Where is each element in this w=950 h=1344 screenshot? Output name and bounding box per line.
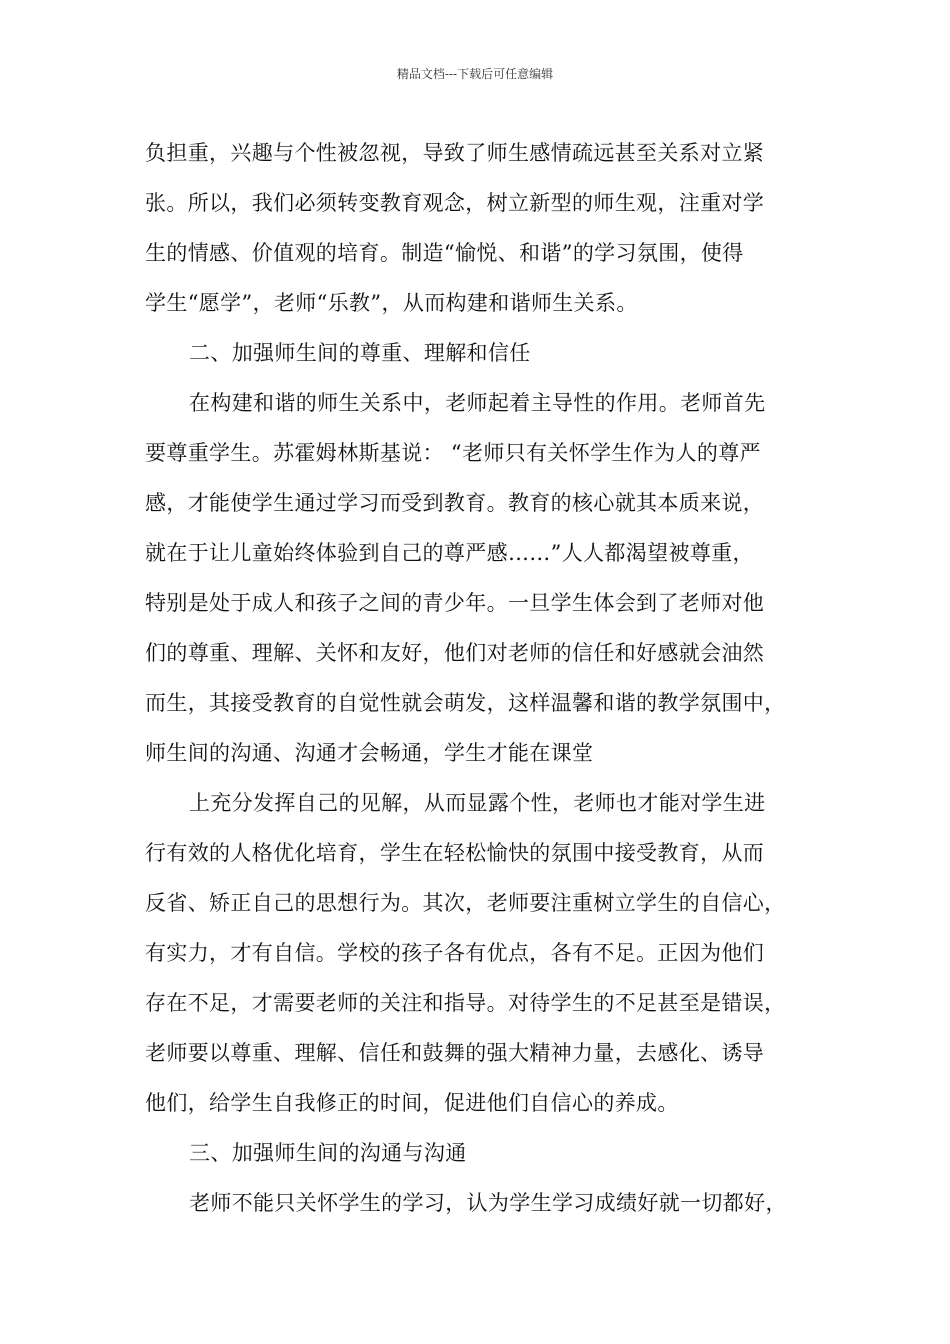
text-line: 生的情感、价值观的培育。制造“愉悦、和谐”的学习氛围，使得 bbox=[145, 241, 744, 265]
document-body bbox=[145, 128, 825, 1228]
text-line: 上充分发挥自己的见解，从而显露个性，老师也才能对学生进 bbox=[189, 791, 766, 815]
section-heading: 三、加强师生间的沟通与沟通 bbox=[189, 1141, 467, 1165]
text-line: 负担重，兴趣与个性被忽视，导致了师生感情疏远甚至关系对立紧 bbox=[145, 141, 765, 165]
text-line: 特别是处于成人和孩子之间的青少年。一旦学生体会到了老师对他 bbox=[145, 591, 765, 615]
page-header: 精品文档---下载后可任意编辑 bbox=[396, 67, 554, 81]
text-line: 感，才能使学生通过学习而受到教育。教育的核心就其本质来说， bbox=[145, 491, 765, 515]
text-line: 师生间的沟通、沟通才会畅通，学生才能在课堂 bbox=[145, 741, 594, 765]
section-heading: 二、加强师生间的尊重、理解和信任 bbox=[189, 341, 531, 365]
text-line: 在构建和谐的师生关系中，老师起着主导性的作用。老师首先 bbox=[189, 391, 766, 415]
text-line: 要尊重学生。苏霍姆林斯基说： “老师只有关怀学生作为人的尊严 bbox=[145, 441, 761, 465]
text-line: 张。所以，我们必须转变教育观念，树立新型的师生观，注重对学 bbox=[145, 191, 765, 215]
text-line: 反省、矫正自己的思想行为。其次，老师要注重树立学生的自信心， bbox=[145, 891, 786, 915]
text-line: 学生“愿学”，老师“乐教”，从而构建和谐师生关系。 bbox=[145, 291, 638, 315]
text-line: 们的尊重、理解、关怀和友好，他们对老师的信任和好感就会油然 bbox=[145, 641, 765, 665]
text-line: 有实力，才有自信。学校的孩子各有优点，各有不足。正因为他们 bbox=[145, 941, 765, 965]
text-line: 他们，给学生自我修正的时间，促进他们自信心的养成。 bbox=[145, 1091, 679, 1115]
text-line: 行有效的人格优化培育，学生在轻松愉快的氛围中接受教育，从而 bbox=[145, 841, 765, 865]
text-line: 存在不足，才需要老师的关注和指导。对待学生的不足甚至是错误， bbox=[145, 991, 786, 1015]
text-line: 老师要以尊重、理解、信任和鼓舞的强大精神力量，去感化、诱导 bbox=[145, 1041, 765, 1065]
text-line: 就在于让儿童始终体验到自己的尊严感……”人人都渴望被尊重， bbox=[145, 541, 754, 565]
text-line: 老师不能只关怀学生的学习，认为学生学习成绩好就一切都好， bbox=[189, 1191, 787, 1215]
text-line: 而生，其接受教育的自觉性就会萌发，这样温馨和谐的教学氛围中， bbox=[145, 691, 786, 715]
